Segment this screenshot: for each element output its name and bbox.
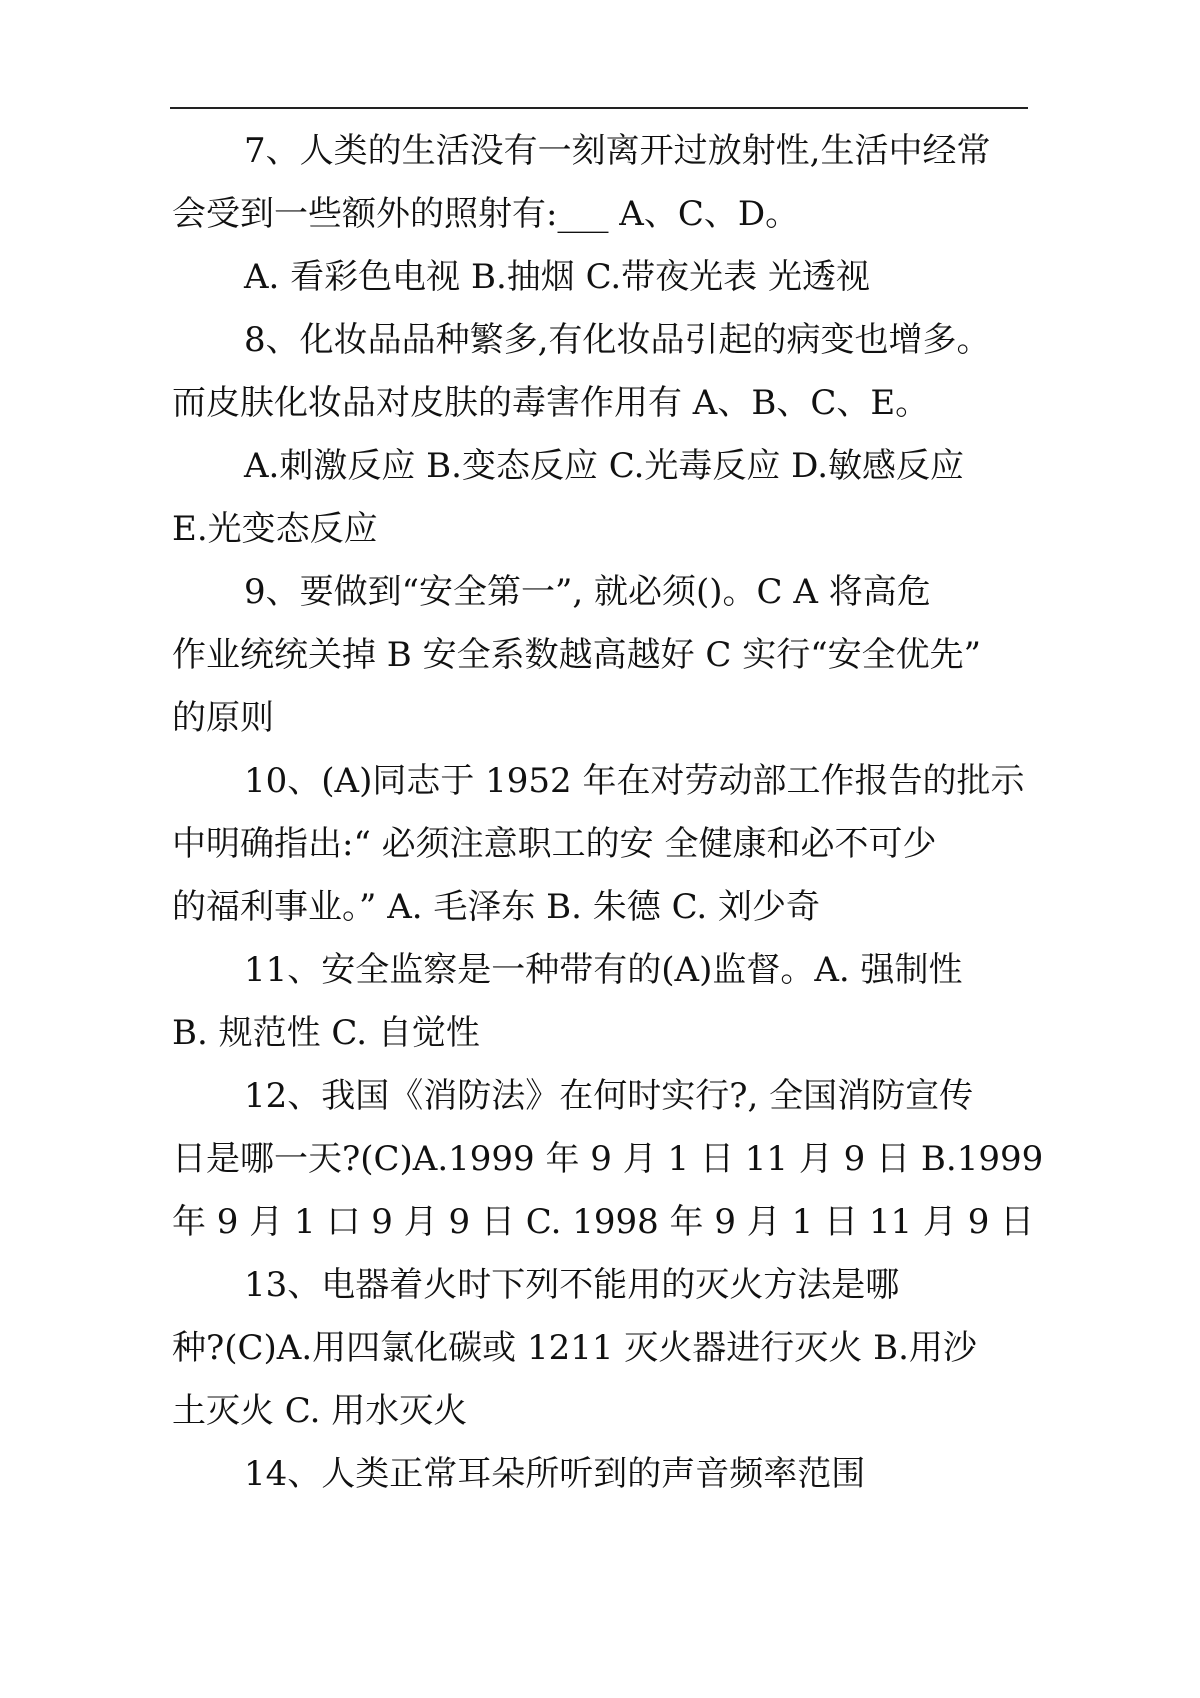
text-line: 日是哪一天?(C)A.1999 年 9 月 1 日 11 月 9 日 B.1999 — [172, 1139, 1044, 1179]
text-line: 11、安全监察是一种带有的(A)监督。A. 强制性 — [244, 950, 963, 990]
text-line: 14、人类正常耳朵所听到的声音频率范围 — [244, 1454, 866, 1494]
question-14 — [172, 1443, 1042, 1506]
text-line: 种?(C)A.用四氯化碳或 1211 灭火器进行灭火 B.用沙 — [172, 1328, 977, 1368]
text-line: 中明确指出:“ 必须注意职工的安 全健康和必不可少 — [172, 824, 937, 864]
question-13 — [172, 1254, 1042, 1443]
header-rule — [170, 107, 1028, 109]
text-line: 13、电器着火时下列不能用的灭火方法是哪 — [244, 1265, 900, 1305]
text-line: A.刺激反应 B.变态反应 C.光毒反应 D.敏感反应 — [244, 446, 965, 486]
question-8-options — [172, 435, 1042, 561]
document-body — [172, 120, 1042, 1506]
text-line: 作业统统关掉 B 安全系数越高越好 C 实行“安全优先” — [172, 635, 981, 675]
text-line: 年 9 月 1 口 9 月 9 日 C. 1998 年 9 月 1 日 11 月 9 日 — [172, 1202, 1035, 1242]
text-line: 会受到一些额外的照射有:___ A、C、D。 — [172, 194, 800, 234]
text-line: 的原则 — [172, 698, 274, 738]
question-7 — [172, 120, 1042, 246]
text-line: 12、我国《消防法》在何时实行?, 全国消防宣传 — [244, 1076, 974, 1116]
question-11 — [172, 939, 1042, 1065]
question-8 — [172, 309, 1042, 435]
question-12 — [172, 1065, 1042, 1254]
text-line: 10、(A)同志于 1952 年在对劳动部工作报告的批示 — [244, 761, 1025, 801]
text-line: 土灭火 C. 用水灭火 — [172, 1391, 468, 1431]
question-7-options — [172, 246, 1042, 309]
text-line: 7、人类的生活没有一刻离开过放射性,生活中经常 — [244, 131, 991, 171]
text-line: B. 规范性 C. 自觉性 — [172, 1013, 480, 1053]
text-line: 而皮肤化妆品对皮肤的毒害作用有 A、B、C、E。 — [172, 383, 930, 423]
text-line: 8、化妆品品种繁多,有化妆品引起的病变也增多。 — [244, 320, 991, 360]
text-line: A. 看彩色电视 B.抽烟 C.带夜光表 光透视 — [244, 257, 870, 297]
question-10 — [172, 750, 1042, 939]
text-line: 9、要做到“安全第一”, 就必须()。C A 将高危 — [244, 572, 931, 612]
text-line: 的福利事业。” A. 毛泽东 B. 朱德 C. 刘少奇 — [172, 887, 820, 927]
text-line: E.光变态反应 — [172, 509, 378, 549]
question-9 — [172, 561, 1042, 750]
